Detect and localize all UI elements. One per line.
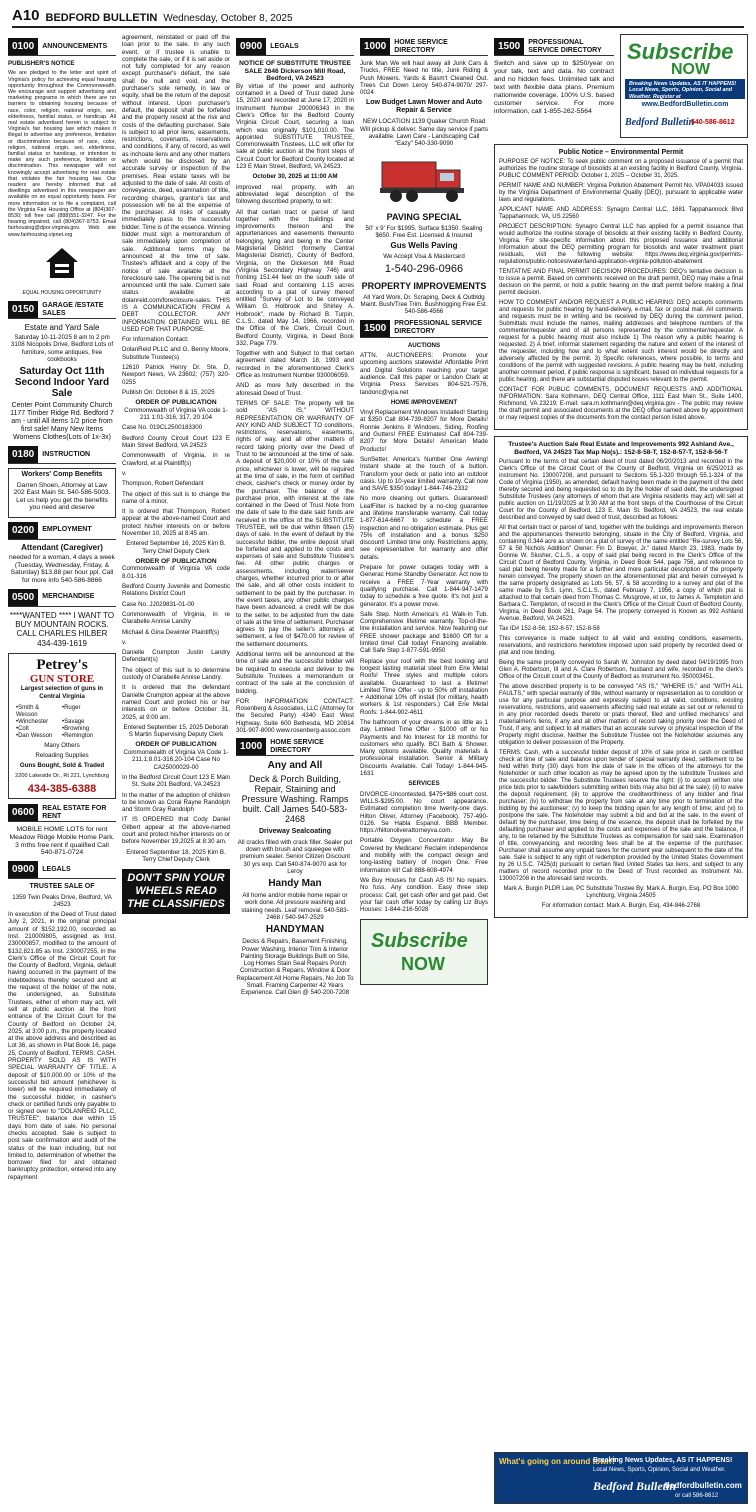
petreys-gun-store-ad: Petrey's GUN STORE Largest selection of guns in Central Virginia •Smith & Wesson •Ruger •Winchester •Savage •Colt •Browning •Dan Wesson •Remington Many Others Reloading Supplies Guns Bought, Sold & Traded 2200 Lakeside Dr., Rt 221, Lynchburg 434-385-6388 [8,653,116,799]
info-contact: DolanReid PLLC and G. Benny Moore, Substitute Trustee(s) [122,346,230,361]
section-legals: 0900 LEGALS [8,861,116,879]
column-4: 1000 HOME SERVICE DIRECTORY Junk Man We will haul away all Junk Cars & Trucks, FREE Need no title, Junk Riding & Push Mowers. Yards & Basm't Cleaned Out. Trees Cut Down Leroy 540-874-9070/ 297-0024 Low Budget Lawn Mower and Auto Repair & Service NEW LOCATION 1139 Quaker Church Road Will pickup & deliver. Same day service if parts available. Lawn Care - Landscaping Call "Eazy" 540-330-9090 PAVING SPECIAL 50' x 9' For $1995. Surface $1350. Sealing $650. Free Est. Licensed & Insured Gus Wells Paving We Accept Visa & Mastercard 1-540-296-0966 PROPERTY IMPROVEMENTS All Yard Work, Dr. Scraping, Deck & Outbldg Maint. Bush/Tree Trim. Bushhogging Free Est. 540-586-4566 1500 PROFESSIONAL SERVICE DIRECTORY AUCTIONS ATTN. AUCTIONEERS: Promote your upcoming auctions statewide! Affordable Print and Digital Solutions reaching your target audience. Call this paper or Landon Clark at Virginia Press Services 804-521-7576, landonc@vpa.net HOME IMPROVEMENT Vinyl Replacement Windows Installed! Starting at $350 Call 804-739-8207 for More Details! Ronnie Jenkins II Windows, Siding, Roofing and Gutters! FREE Estimates! Call 804-739-8207 for More Details! American Made Products! SunSetter. America's Number One Awning! Instant shade at the touch of a button. Transform your deck or patio into an outdoor oasis. Up to 10-year limited warranty. Call now and SAVE $350 today! 1-844-746-2332 No more cleaning out gutters. Guaranteed! LeafFilter is backed by a no-clog guarantee and lifetime transferable warranty. Call today 1-877-614-6667 to schedule a FREE inspection and no obligation estimate. Plus get 75% off installation and a bonus $250 discount! Limited time only. Restrictions apply, see representative for warranty and offer details. Prepare for power outages today with a Generac Home Standby Generator. Act now to receive a FREE 7-Year warranty with qualifying purchase. Call 1-844-947-1479 today to schedule a free quote. It's not just a generator. It's a power move. Safe Step. North America's #1 Walk-In Tub. Comprehensive lifetime warranty. Top-of-the-line installation and service. Now featuring our FREE shower package and $1600 Off for a limited time! Call today! Financing available. Call Safe Step 1-877-591-9950 Replace your roof with the best looking and longest lasting material steel from Erie Metal Roofs! Three styles and multiple colors available. Guaranteed to last a lifetime! Limited Time Offer - up to 50% off installation + Additional 10% off install (for military, health workers & 1st responders.) Call Erie Metal Roofs: 1-844-902-4611 The bathroom of your dreams in as little as 1 day. Limited Time Offer - $1000 off or No Payments and No Interest for 18 months for customers who qualify. BCI Bath & Shower. Many options available. Quality materials & professional installation. Senior & Military Discounts Available. Call Today! 1-844-945-1631 SERVICES DIVORCE-Uncontested, $475+$86 court cost. WILLS-$295.00. No court appearance. Estimated completion time twenty-one days. Hilton Oliver, Attorney (Facebook). 757-490-0126. Se Habla Espanol. BBB Member. https://hiltonoliverattorneyva.com. Portable Oxygen Concentrator May Be Covered by Medicare! Reclaim independence and mobility with the compact design and long-lasting battery of Inogen One. Free information kit! Call 888-608-4974 We Buy Houses for Cash AS IS! No repairs. No fuss. Any condition. Easy three step process: Call, get cash offer and get paid. Get your fair cash offer today by calling Liz Buys Houses: 1-844-216-5028 Subscribe NOW [360,34,488,985]
dump-truck-icon [374,152,474,208]
publishers-notice-body: We are pledged to the letter and spirit of Virginia's policy for achieving equal housing opportunity throughout the Commonwealth. We encourage and support advertising and marketing programs in which there are no barriers to obtaining housing because of race, color, religion, national origin, sex, elderliness, familial status, or handicap. All real estate advertised herein is subject to Virginia's fair housing law which makes it illegal to advertise any preference, limitation or discrimination because of race, color, religion, national origin, sex, elderliness, familial status or handicap, or intention to make any such preference, limitation or discrimination. This newspaper will not knowingly accept advertising for real estate that violates the fair housing law. Our readers are hereby informed that all dwellings advertised in this newspaper are available on an equal opportunity basis. For more information or to file a complaint, call the Virginia Fair Housing Office at (804)367-8530; toll free call (888)551-3247. For the hearing impaired, call (804)367-9753. Email fairhousing@dpor.virginia.gov. Web site www.fairhousing.vipnet.org [8,70,116,238]
order-publication-3-title: ORDER OF PUBLICATION [135,741,217,749]
page-number: A10 [12,7,40,24]
section-professional-service-2: 1500 PROFESSIONAL SERVICE DIRECTORY [494,38,614,56]
gus-wells-title: Gus Wells Paving [390,241,458,251]
mobile-home-ad: MOBILE HOME LOTS for rent Meadow Ridge Mobile Home Park. 3 mths free rent if qualified Call 540-871-0724 [9,826,115,857]
paving-body: 50' x 9' For $1995. Surface $1350. Sealing $650. Free Est. Licensed & Insured [365,224,483,239]
dont-spin-ad: DON'T SPIN YOUR WHEELS READ THE CLASSIFIEDS [122,869,230,914]
section-home-service: 1000 HOME SERVICE DIRECTORY [236,738,354,756]
wanted-ad: ****WANTED **** I WANT TO BUY MOUNTAIN ROCKS. CALL CHARLES HILBER 434-439-1619 [9,610,115,648]
estate-sale-title: Estate and Yard Sale [24,323,100,333]
handy-man-body: All home and/or mobile home repair or work done. All pressure washing and staining needs. Leaf removal. 540-583-2468 / 540-947-2529 [241,892,349,921]
trustees-auction-title: Trustee's Auction Sale Real Estate and Improvements 992 Ashland Ave., Bedford, VA 24523 Tax Map No(s).: 152-8-58-T, 152-8-57-T, 152-8-56-T [508,441,734,456]
order-publication-1-title: ORDER OF PUBLICATION [135,399,217,407]
trustee-sale-continued: agreement, reinstated or paid off the loan prior to the sale. In any such event, or if trustee is unable to complete the sale, or if it is set aside or not fully completed for any reason except purchaser's default, the sale shall be null and void, and the purchaser's sole remedy, in law or equity, shall be the return of the deposit without interest. Upon purchaser's default, the deposit shall be forfeited and the property resold at the risk and costs of the defaulting purchaser. Sale is subject to all prior liens, easements, restrictions, covenants, reservations and conditions, if any, of record, as well as inchoate liens and any other matters which would be disclosed by an accurate survey or inspection of the premises. Real estate taxes will be adjusted to the date of sale. All costs of conveyance, deed, examination of title, recording charges, grantor's tax and possession will be at the expense of the purchaser. All risks of casualty immediately pass to the successful bidder. Time is of the essence. Winning bidder must sign a memorandum of sale immediately upon completion of sale. Additional terms may be announced at the time of sale. Trustee's affidavit and a copy of the notice of sale available at the foreclosure sale. The opening bid is not announced until the sale. Current sale status available at dolanreid.com/foreclosure-sales. THIS IS A COMMUNICATION FROM A DEBT COLLECTOR. ANY INFORMATION OBTAINED WILL BE USED FOR THAT PURPOSE. [122,34,230,333]
attendant-body: needed for a woman, 4 days a week (Tuesday, Wednesday, Friday, & Saturday) $13.88 per hour ppl. Call for more info 540-586-8866 [9,554,115,585]
property-improvements-body: All Yard Work, Dr. Scraping, Deck & Outbldg Maint. Bush/Tree Trim. Bushhogging Free Est. 540-586-4566 [360,293,488,316]
section-real-estate-rent: 0600 REAL ESTATE FOR RENT [8,804,116,822]
workers-comp-ad: Workers' Comp Benefits Darren Shoen, Attorney at Law 202 East Main St. 540-586-5003. Let us help you get the benefits you need and deserve [8,468,116,518]
deck-ad-body: Deck & Porch Building, Repair, Staining and Pressure Washing. Ramps built. Call James 540-583-2468 [241,774,349,825]
equal-housing-label: EQUAL HOUSING OPPORTUNITY [22,289,102,296]
junk-man-ad: Junk Man We will haul away all Junk Cars & Trucks, FREE Need no title, Junk Riding & Push Mowers. Yards & Basm't Cleaned Out. Trees Cut Down Leroy 540-874-9070/ 297-0024 [360,60,488,97]
estate-sale-body: Saturday 10-11-2025 8 am to 2 pm 3108 Nicopolis Drive, Bedford Lots of furniture, some antiques, free cookbooks [10,334,114,363]
info-contact-label: For Information Contact: [122,336,189,344]
property-improvements-title: PROPERTY IMPROVEMENTS [361,280,487,291]
sale-date: October 30, 2025 at 11:00 AM [252,173,338,181]
home-improvement-heading: HOME IMPROVEMENT [390,398,458,406]
deck-ad-title: Any and All [267,760,323,772]
section-announcements: 0100 ANNOUNCEMENTS [8,38,116,56]
auctions-heading: AUCTIONS [407,341,441,349]
substitute-trustee-title: NOTICE OF SUBSTITUTE TRUSTEE SALE 2646 Dickerson Mill Road, Bedford, VA 24523 [239,60,351,83]
gun-store-phone: 434-385-6388 [27,783,97,796]
equal-housing-icon [42,244,82,284]
low-budget-title: Low Budget Lawn Mower and Auto Repair & Service [365,99,482,115]
section-legals-2: 0900 LEGALS [236,38,354,56]
handy-man-title: Handy Man [268,878,322,890]
order-publication-2-title: ORDER OF PUBLICATION [135,557,217,565]
publishers-notice-title: PUBLISHER'S NOTICE [8,60,75,67]
page-header [12,6,744,28]
attendant-title: Attendant (Caregiver) [21,542,103,552]
handyman-body: Decks & Repairs, Basement Finishing, Power Washing, Interior Trim & Interior Painting Storage Buildings Built on Site, Log Homes Stain Seal Repairs Porch Construction & Repairs, Window & Door Replacement All Home Repairs, No Job To Small. Framing Carpenter 42 Years Experience. Call Glen @ 540-200-7208 [236,938,354,997]
handyman-title: HANDYMAN [265,924,325,936]
yard-sale-body: Center Point Community Church 1177 Timber Ridge Rd. Bedford 7 am - until All items 1/2 price from first sale! Many New Items Womens Clothes(Lots of 1x-3x) [10,402,114,442]
paving-title: PAVING SPECIAL [386,211,462,222]
services-heading: SERVICES [408,780,440,788]
column-1 [8,34,116,1184]
trustee-sale-address: 1359 Twin Peaks Drive, Bedford, VA 24523 [12,893,112,908]
info-address: 12610 Patrick Henry Dr. Ste. D, Newport News, VA 23602; (757) 320-0255 [122,364,230,386]
equal-housing-logo [8,244,116,284]
gus-wells-phone: 1-540-296-0966 [384,262,464,275]
section-instruction: 0180 INSTRUCTION [8,446,116,464]
issue-date: Wednesday, October 8, 2025 [163,13,293,24]
column-3: 0900 LEGALS NOTICE OF SUBSTITUTE TRUSTEE SALE 2646 Dickerson Mill Road, Bedford, VA 24523 By virtue of the power and authority contained in a Deed of Trust dated June 15, 2020 and recorded at June 17, 2020 in Instrument Number 200006343 in the Clerk's Office for the Bedford County Virginia Circuit Court, securing a loan which was originally $101,010.00. The appointed SUBSTITUTE TRUSTEE, Commonwealth Trustees, LLC will offer for sale at public auction at the front steps of Circuit Court for Bedford County located at 123 E Main Street, Bedford, VA 24523. October 30, 2025 at 11:00 AM improved real property, with an abbreviated legal description of the following described property, to wit: All that certain tract or parcel of land together with the buildings and improvements thereon and the appurtenances and easements thereunto belonging, lying and being in the Center Magisterial District (formerly Central Magisterial District), County of Bedford, Virginia, on the Dickerson Mill Road (Virginia Secondary Highway 746) and fronting 151.44 feet on the south side of said Road and containing 1.15 acres according to a plat of survey thereof entitled "Survey of Lot to be conveyed William G. Holbrook and Shirley A. Holbrook", made by Richard B. Turpin, C.L.S., dated May 14, 1966, recorded in the Office of the Clerk, Circuit Court, Bedford County, Virginia, in Deed Book 332, Page 779. Together with and Subject to that certain agreement dated March 18, 1993 and recorded in the aforementioned Clerk's Office as Instrument Number 930006059. AND as more fully described in the aforesaid Deed of Trust. TERMS OF SALE: The property will be sold "AS IS," WITHOUT REPRESENTATION OR WARRANTY OF ANY KIND AND SUBJECT TO conditions, restrictions, reservations, easements, rights of way, and all other matters of record taking priority over the Deed of Trust to be announced at the time of sale. A deposit of $20,000 or 10% of the sale price, whichever is lower, will be required at the time of sale, in the form of certified check, cashier's check or money order by the purchaser. The balance of the purchase price, with interest at the rate contained in the Deed of Trust Note from the date of sale to the date said funds are received in the office of the SUBSTITUTE TRUSTEE, will be due within fifteen (15) days of sale. In the event of default by the successful bidder, the entire deposit shall be forfeited and applied to the costs and expenses of sale and Substitute Trustee's fee. All other public charges or assessments, including water/sewer charges, whether incurred prior to or after the sale, and all other costs incident to settlement to be paid by the purchaser. In the event taxes, any other public charges have been advanced, a credit will be due to the seller, to be adjusted from the date of sale at the time of settlement. Purchaser agrees to pay the seller's attorneys at settlement, a fee of $470.00 for review of the settlement documents. Additional terms will be announced at the time of sale and the successful bidder will be required to execute and deliver to the Substitute Trustees a memorandum or contract of the sale at the conclusion of bidding. FOR INFORMATION CONTACT: Rosenberg & Associates, LLC (Attorney for the Secured Party) 4340 East West Highway, Suite 600 Bethesda, MD 20814 301-907-8000 www.rosenberg-assoc.com 1000 HOME SERVICE DIRECTORY Any and All Deck & Porch Building, Repair, Staining and Pressure Washing. Ramps built. Call James 540-583-2468 Driveway Sealcoating All cracks filled with crack filler. Sealer put down with brush and squeegee with premium sealer. Senior Citizen Discount 30 yrs exp. Call 540-874-9070 ask for Leroy Handy Man All home and/or mobile home repair or work done. All pressure washing and staining needs. Leaf removal. 540-583-2468 / 540-947-2529 HANDYMAN Decks & Repairs, Basement Finishing, Power Washing, Interior Trim & Interior Painting Storage Buildings Built on Site, Log Homes Stain Seal Repairs Porch Construction & Repairs, Window & Door Replacement All Home Repairs, No Job To Small. Framing Carpenter 42 Years Experience. Call Glen @ 540-200-7208 [236,34,354,1000]
switch-save-ad: Switch and save up to $250/year on your talk, text and data. No contract and no hidden fees. Unlimited talk and text with flexible data plans. Premium nationwide coverage. 100% U.S. based customer service. For more information, call 1-855-262-5564 [494,60,614,115]
column-2: agreement, reinstated or paid off the loan prior to the sale. In any such event, or if trustee is unable to complete the sale, or if it is set aside or not fully completed for any reason except purchaser's default, the sale shall be null and void, and the purchaser's sole remedy, in law or equity, shall be the return of the deposit without interest. Upon purchaser's default, the deposit shall be forfeited and the property resold at the risk and costs of the defaulting purchaser. Sale is subject to all prior liens, easements, restrictions, covenants, reservations and conditions, if any, of record, as well as inchoate liens and any other matters which would be disclosed by an accurate survey or inspection of the premises. Real estate taxes will be adjusted to the date of sale. All costs of conveyance, deed, examination of title, recording charges, grantor's tax and possession will be at the expense of the purchaser. All risks of casualty immediately pass to the successful bidder. Time is of the essence. Winning bidder must sign a memorandum of sale immediately upon completion of sale. Additional terms may be announced at the time of sale. Trustee's affidavit and a copy of the notice of sale available at the foreclosure sale. The opening bid is not announced until the sale. Current sale status available at dolanreid.com/foreclosure-sales. THIS IS A COMMUNICATION FROM A DEBT COLLECTOR. ANY INFORMATION OBTAINED WILL BE USED FOR THAT PURPOSE. For Information Contact: DolanReid PLLC and G. Benny Moore, Substitute Trustee(s) 12610 Patrick Henry Dr. Ste. D, Newport News, VA 23602; (757) 320-0255 Publish On: October 8 & 15, 2025 ORDER OF PUBLICATION Commonwealth of Virginia VA code 1-211 1:01-316, 317, 20 104 Case No. 019CL2500183300 Bedford County Circuit Court 123 E Main Street Bedford, VA 24523 Commonwealth of Virginia, in re Crawford, et al Plaintiff(s) v. Thompson, Robert Defendant The object of this suit is to change the name of a minor. It is ordered that Thompson, Robert appear at the above-named Court and protect his/her interests on or before November 10, 2025 at 8:45 am. Entered September 16, 2025 Kim B. Terry Chief Deputy Clerk ORDER OF PUBLICATION Commonwealth of Virginia VA code 8.01-316 Bedford County Juvenile and Domestic Relations District Court Case No. JJ029831-01-00 Commonwealth of Virginia, in re Clarabelle Annise Landry Michael & Gina Dewinter Plaintiff(s) v. Danielle Crumpton Justin Landry Defendant(s) The object of this suit is to determine custody of Clarabelle Annise Landry. It is ordered that the defendant Danielle Crumpton appear at the above named Court and protect his or her interests on or before October 31, 2025, at 9:00 am. Entered September 15, 2025 Deborah S Martin Supervising Deputy Clerk ORDER OF PUBLICATION Commonwealth of Virginia VA Code 1-211.1;8.01-316,20-104 Case No CA25000029-00 In the Bedford Circuit Court 123 E Main St. Suite 201 Bedford, VA 24523 In the matter of the adoption of children to be known as Coral Rayne Randolph and Storm Gray Randolph IT IS ORDERED that Cody Daniel Gilbert appear at the above-named court and protect his/her interests on or before November 19,2025 at 8:30 am. Entered September 18, 2025 Kim B. Terry Chief Deputy Clerk DON'T SPIN YOUR WHEELS READ THE CLASSIFIEDS [122,34,230,914]
yard-sale-title: Saturday Oct 11th Second Indoor Yard Sale [14,366,110,400]
section-employment: 0200 EMPLOYMENT [8,522,116,540]
bulletin-promo-ad: What's going on around town? Breaking News Updates, AS IT HAPPENS! Local News, Sports, Opinion, Social and Weather. Bedford Bulletin bedfordbulletin.com or call 586-8612 [494,1452,748,1504]
section-professional-service: 1500 PROFESSIONAL SERVICE DIRECTORY [360,320,488,338]
driveway-body: All cracks filled with crack filler. Sealer put down with brush and squeegee with premium sealer. Senior Citizen Discount 30 yrs exp. Call 540-874-9070 ask for Leroy [237,838,353,875]
section-home-service-2: 1000 HOME SERVICE DIRECTORY [360,38,488,56]
gun-store-logo: Petrey's [36,657,88,674]
trustee-sale-body: In execution of the Deed of Trust dated July 2, 2021, in the original principal amount of $152,192.00, recorded as Inst. 210009805, assigned as Inst. 230000857, modified to the amount of $132,821.85 as Inst. 230007255, in the Clerk's Office of the Circuit Court for the County of Bedford, Virginia, default having occurred in the payment of the indebtedness thereby secured and at the request of the holder of the note, the undersigned, as Substitute Trustees, either of whom may act, will sell at public auction at the front entrance of the Circuit Court for the County of Bedford on October 24, 2025, at 3:00 p.m., the property located at the above address and described as Lot 36, as shown in Plat Book 16, page 25, County of Bedford. TERMS: CASH. PROPERTY SOLD AS IS WITH SPECIAL WARRANTY OF TITLE. A deposit of $10,000.00 or 10% of the successful bid amount (whichever is lower) will be required immediately of the successful bidder, in cashier's check or certified funds only payable to or signed over to "DOLANREID PLLC, TRUSTEE"; balance due within 15 days from date of sale. No personal checks accepted. Sale is subject to post sale confirmation and audit of the status of the loan including, but not limited to, determination of whether the borrower filed for and obtained bankruptcy protection, entered into any repayment [8,911,116,1181]
publish-dates: Publish On: October 8 & 15, 2025 [122,388,215,396]
trustees-auction-box: Trustee's Auction Sale Real Estate and Improvements 992 Ashland Ave., Bedford, VA 24523 Tax Map No(s).: 152-8-58-T, 152-8-57-T, 152-8-56-T Pursuant to the terms of that certain deed of trust dated 06/20/2013 and recorded in the Clerk's Office of the Circuit Court of the County of Bedford, Virginia on 6/25/2013 as instrument No. 130007208, and pursuant to Sections 55.1-320 through 55.1-324 of the Code of Virginia (1950), as amended, default having been made in the payment of the debt thereby secured and being requested so to do by the holder of said debt, the undersigned Substitute Trustees (any attorneys of whom that are Virginia residents may act) will sell at public auction on 11/19/2025 at 9:30 AM at the front steps of the Courthouse of the Circuit Court for the County of Bedford, 123 E. Main St. Bedford, VA 24523, the real estate described and conveyed by said deed of trust, described as follows: All that certain tract or parcel of land, together with the buildings and improvements thereon and the appurtenances thereunto belonging, situate in the City of Bedford, Virginia, and containing 0.344 acre as shown on a plat of survey of the same entitled "Re-survey Lots 56, 57 & 58 Nichols Addition" Owner: Fin D. Bowyer, Jr." dated March 23, 1983, made by Donnie W. Slusher, C.L.S., a copy of said plat being record in the Clerk's Office of the Circuit Court of Bedford County, Virginia, in Deed Book 544, page 756, and reference to said plat being hereby made for a further and more particular description of the property herein conveyed. The property shown on the aforementioned plat and herein conveyed is the same property designated as Lots 56, 57, & 58 according to a survey and plat of the same made by S.S. Lynn, S.C.L.S., dated February 7, 1956, a copy of which plat is attached to that certain deed from Thomas C. Musgrove, et ux, to James A. Templeton and Barbara C. Templeton, of record in the Clerk's Office of the Circuit Court of Bedford County, Virginia, in Deed Book 261, Page 54. The property conveyed is Known as 992 Ashland Avenue, Bedford, VA 24523. Tax ID# 152-8-56; 152-8-57; 152-8-58 This conveyance is made subject to all valid and existing conditions, easements, reservations, and restrictions heretofore imposed upon said property by recorded deed or plat and now binding. Being the same property conveyed to Sarah W. Johnston by deed dated 04/19/1995 from Glen A. Robertson, III and A. Clare Robertson, husband and wife, recorded in the clerk's Office of the Circuit court of the County of Bedford as Instrument No. 950003451. The above described property is to be conveyed "AS IS," "WHERE IS," and "WITH ALL FAULTS," with special warranty of title, without warranty or representation as to condition or use for any particular purpose and expressly subject to all valid, conditions, existing reservations, restrictions, and easements affecting said real estate as set out or referred to in any prior recorded deeds thereto or plats thereof, filed and unfiled mechanics' and materialmen's liens, if any and all other matters of record taking priority over the Deed of Trust, if any, and subject to all matters that an accurate survey or physical inspection of the Property might disclose. Neither the Substitute Trustee not the Noteholder assumes any obligation to deliver possession of the Property. TERMS: Cash, with a successful bidder deposit of 10% of sale price in cash or certified check at time of sale and balance upon tender of special warranty deed, settlement to be held within thirty (30) days from the date of sale in the offices of the attorneys for the Noteholder or such other location as may be agreed upon by the substitute Trustees and the successful bidder. The Substitute Trustees reserve the right: (i) to accept written one price bids prior to sale/bidders submitting written bids may also bid at the sale); (ii) to waive the deposit requirement; (iii) to approve the creditworthiness of any bidder and final purchaser; (iv) to withdraw the property from sale at any time prior to termination of the bidding by the auctioneer; (v) to keep the bidding open for any length of time; and (vi) to postpone the sale. The Noteholder may submit a bid and bid at the sale. In the event of default by the purchaser, time being of the essence, the deposit shall be forfeited by the defaulting purchaser and applied to the costs and expenses of the sale and the balance, if any, to be retained by the Substitute Trustees as compensation for said sale. Examination of title, conveyancing, and recording fees shall be at the expense of the purchaser. Purchaser shall assume any unpaid taxes for the current year subsequent to the date of the sale. Sale is subject to any right of redemption provided by the United States Government by 26 U.S.C. 7425(d) pursuant to certain filed United States tax liens, and subject to any matters of record recorded prior to the Deed of Trust recorded as Instrument No. 130007208 in the aforesaid land records. Mark A. Burgin PLDR Law, PC Substitute Trustee By: Mark A. Burgin, Esq. PO Box 1080 Lynchburg, Virginia 24505 For information contact: Mark A. Burgin, Esq. 434-846-2768 [494,436,748,918]
section-garage-sales: 0150 GARAGE /ESTATE SALES [8,301,116,319]
subscribe-ad: Subscribe NOW Breaking News Updates, AS IT HAPPENS! Local News, Sports, Opinion, Social and Weather. Register at www.BedfordBulletin.com Bedford Bulletin 540-586-8612 [620,34,748,138]
column-5 [494,34,748,924]
trustee-sale-title: TRUSTEE SALE OF [29,883,95,891]
public-notice-box: Public Notice – Environmental Permit PURPOSE OF NOTICE: To seek public comment on a proposed issuance of a permit that authorizes the routine storage of biosolids at an existing facility in Bedford County, Virginia. PUBLIC COMMENT PERIOD: October 1, 2025 – October 31, 2025. PERMIT NAME AND NUMBER: Virginia Pollution Abatement Permit No. VPA04033 issued by the Virginia Department of Environmental Quality (DEQ), pursuant to applicable water laws and regulations. APPLICANT NAME AND ADDRESS: Synagro Central LLC, 1681 Tappahannock Blvd Tappahannock, VA, US 22560 PROJECT DESCRIPTION: Synagro Central LLC has applied for a permit issuance that would authorize the routine storage of biosolids at their existing facility in Bedford County, Virginia. For site-specific information about this proposed issuance and additional information about the DEQ permitting program for biosolids and water treatment plant residuals, visit the following website: https://www.deq.virginia.gov/permits-regulations/public-notices/water/land-application-virginia-pollution-abatement TENTATIVE AND FINAL PERMIT DECISION PROCEDURES: DEQ's tentative decision is to issue a permit. Based on comments received on the draft permit, DEQ may make a final decision on the permit, or hold a public hearing on the draft permit before making a final permit decision. HOW TO COMMENT AND/OR REQUEST A PUBLIC HEARING: DEQ accepts comments and requests for public hearing by hand-delivery, e-mail, fax or postal mail. All comments and requests must be in writing and be received by DEQ during the comment period. Submittals must include the names, mailing addresses and telephone numbers of the commenter/requester and of all persons represented by the commenter/requester. A request for a public hearing must also include 1) The reason why a public hearing is requested. 2) A brief, informal statement regarding the nature and extent of the interest of the requester, including how and to what extent such interest would be directly and adversely affected by the permit. 3) Specific references, where possible, to terms and conditions of the permit with suggested revisions. A public hearing may be held, including another comment period, if public response is significant, based on individual requests for a public hearing, and there are substantial disputed issues relevant to the permit. CONTACT FOR PUBLIC COMMENTS, DOCUMENT REQUESTS AND ADDITIONAL INFORMATION: Sara Kothmann, DEQ Central Office, 1111 East Main St., Suite 1400, Richmond, VA 23219; E-mail: sara.m.kothmann@deq.virginia.gov - The public may review the draft permit and associated documents at the DEQ office named above by appointment or may request copies of the documents from the contact person listed above. [494,144,748,430]
paper-name: BEDFORD BULLETIN [45,12,158,24]
low-budget-body: NEW LOCATION 1139 Quaker Church Road Will pickup & deliver. Same day service if parts available. Lawn Care - Landscaping Call "Eazy" 540-330-9090 [360,118,488,148]
public-notice-title: Public Notice – Environmental Permit [558,149,684,156]
driveway-title: Driveway Sealcoating [259,828,331,836]
section-merchandise: 0500 MERCHANDISE [8,589,116,607]
subscribe-now-ad-small: Subscribe NOW [360,919,488,985]
